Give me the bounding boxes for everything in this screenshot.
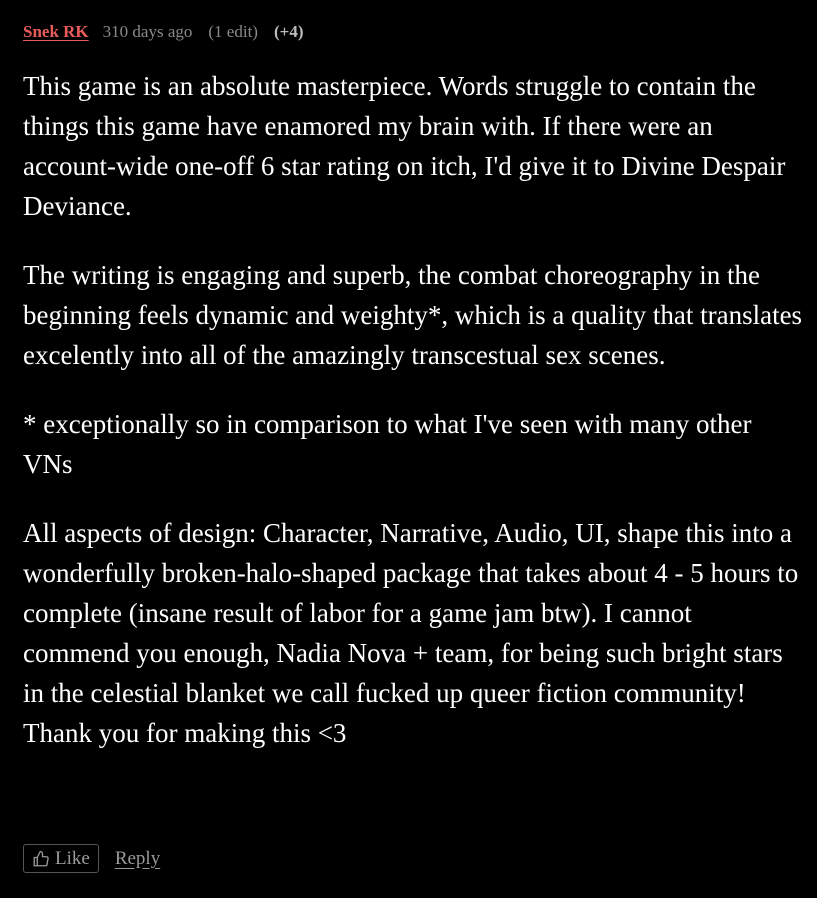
vote-score: (+4)	[273, 22, 304, 41]
comment-paragraph: * exceptionally so in comparison to what I've seen with many other VNs	[23, 409, 752, 479]
comment-paragraph: All aspects of design: Character, Narrative, Audio, UI, shape this into a wonderfully broken-halo-shaped package that takes about 4 - 5 hours to complete (insane result of labor for a game jam btw). I cannot commend you enough, Nadia Nova + team, for being such bright stars in the celestial blanket we call fucked up queer fiction community! Thank you for making this <3	[23, 518, 799, 748]
comment-body	[23, 66, 803, 753]
comment-meta	[23, 18, 803, 46]
comment-paragraph: The writing is engaging and superb, the combat choreography in the beginning feels dynamic and weighty*, which is a quality that translates excelently into all of the amazingly transcestual sex scenes.	[23, 260, 803, 370]
comment	[23, 18, 803, 869]
comment-paragraph: This game is an absolute masterpiece. Words struggle to contain the things this game have enamored my brain with. If there were an account-wide one-off 6 star rating on itch, I'd give it to Divine Despair Deviance.	[23, 71, 786, 221]
reply-link[interactable]: Reply	[114, 847, 161, 869]
like-button[interactable]	[23, 844, 99, 873]
edit-count: (1 edit)	[208, 22, 258, 41]
comment-timestamp[interactable]: 310 days ago	[102, 22, 193, 41]
author-link[interactable]: Snek RK	[23, 22, 89, 41]
thumbs-up-icon	[32, 850, 50, 868]
like-label: Like	[55, 847, 90, 869]
comment-actions	[23, 844, 160, 873]
